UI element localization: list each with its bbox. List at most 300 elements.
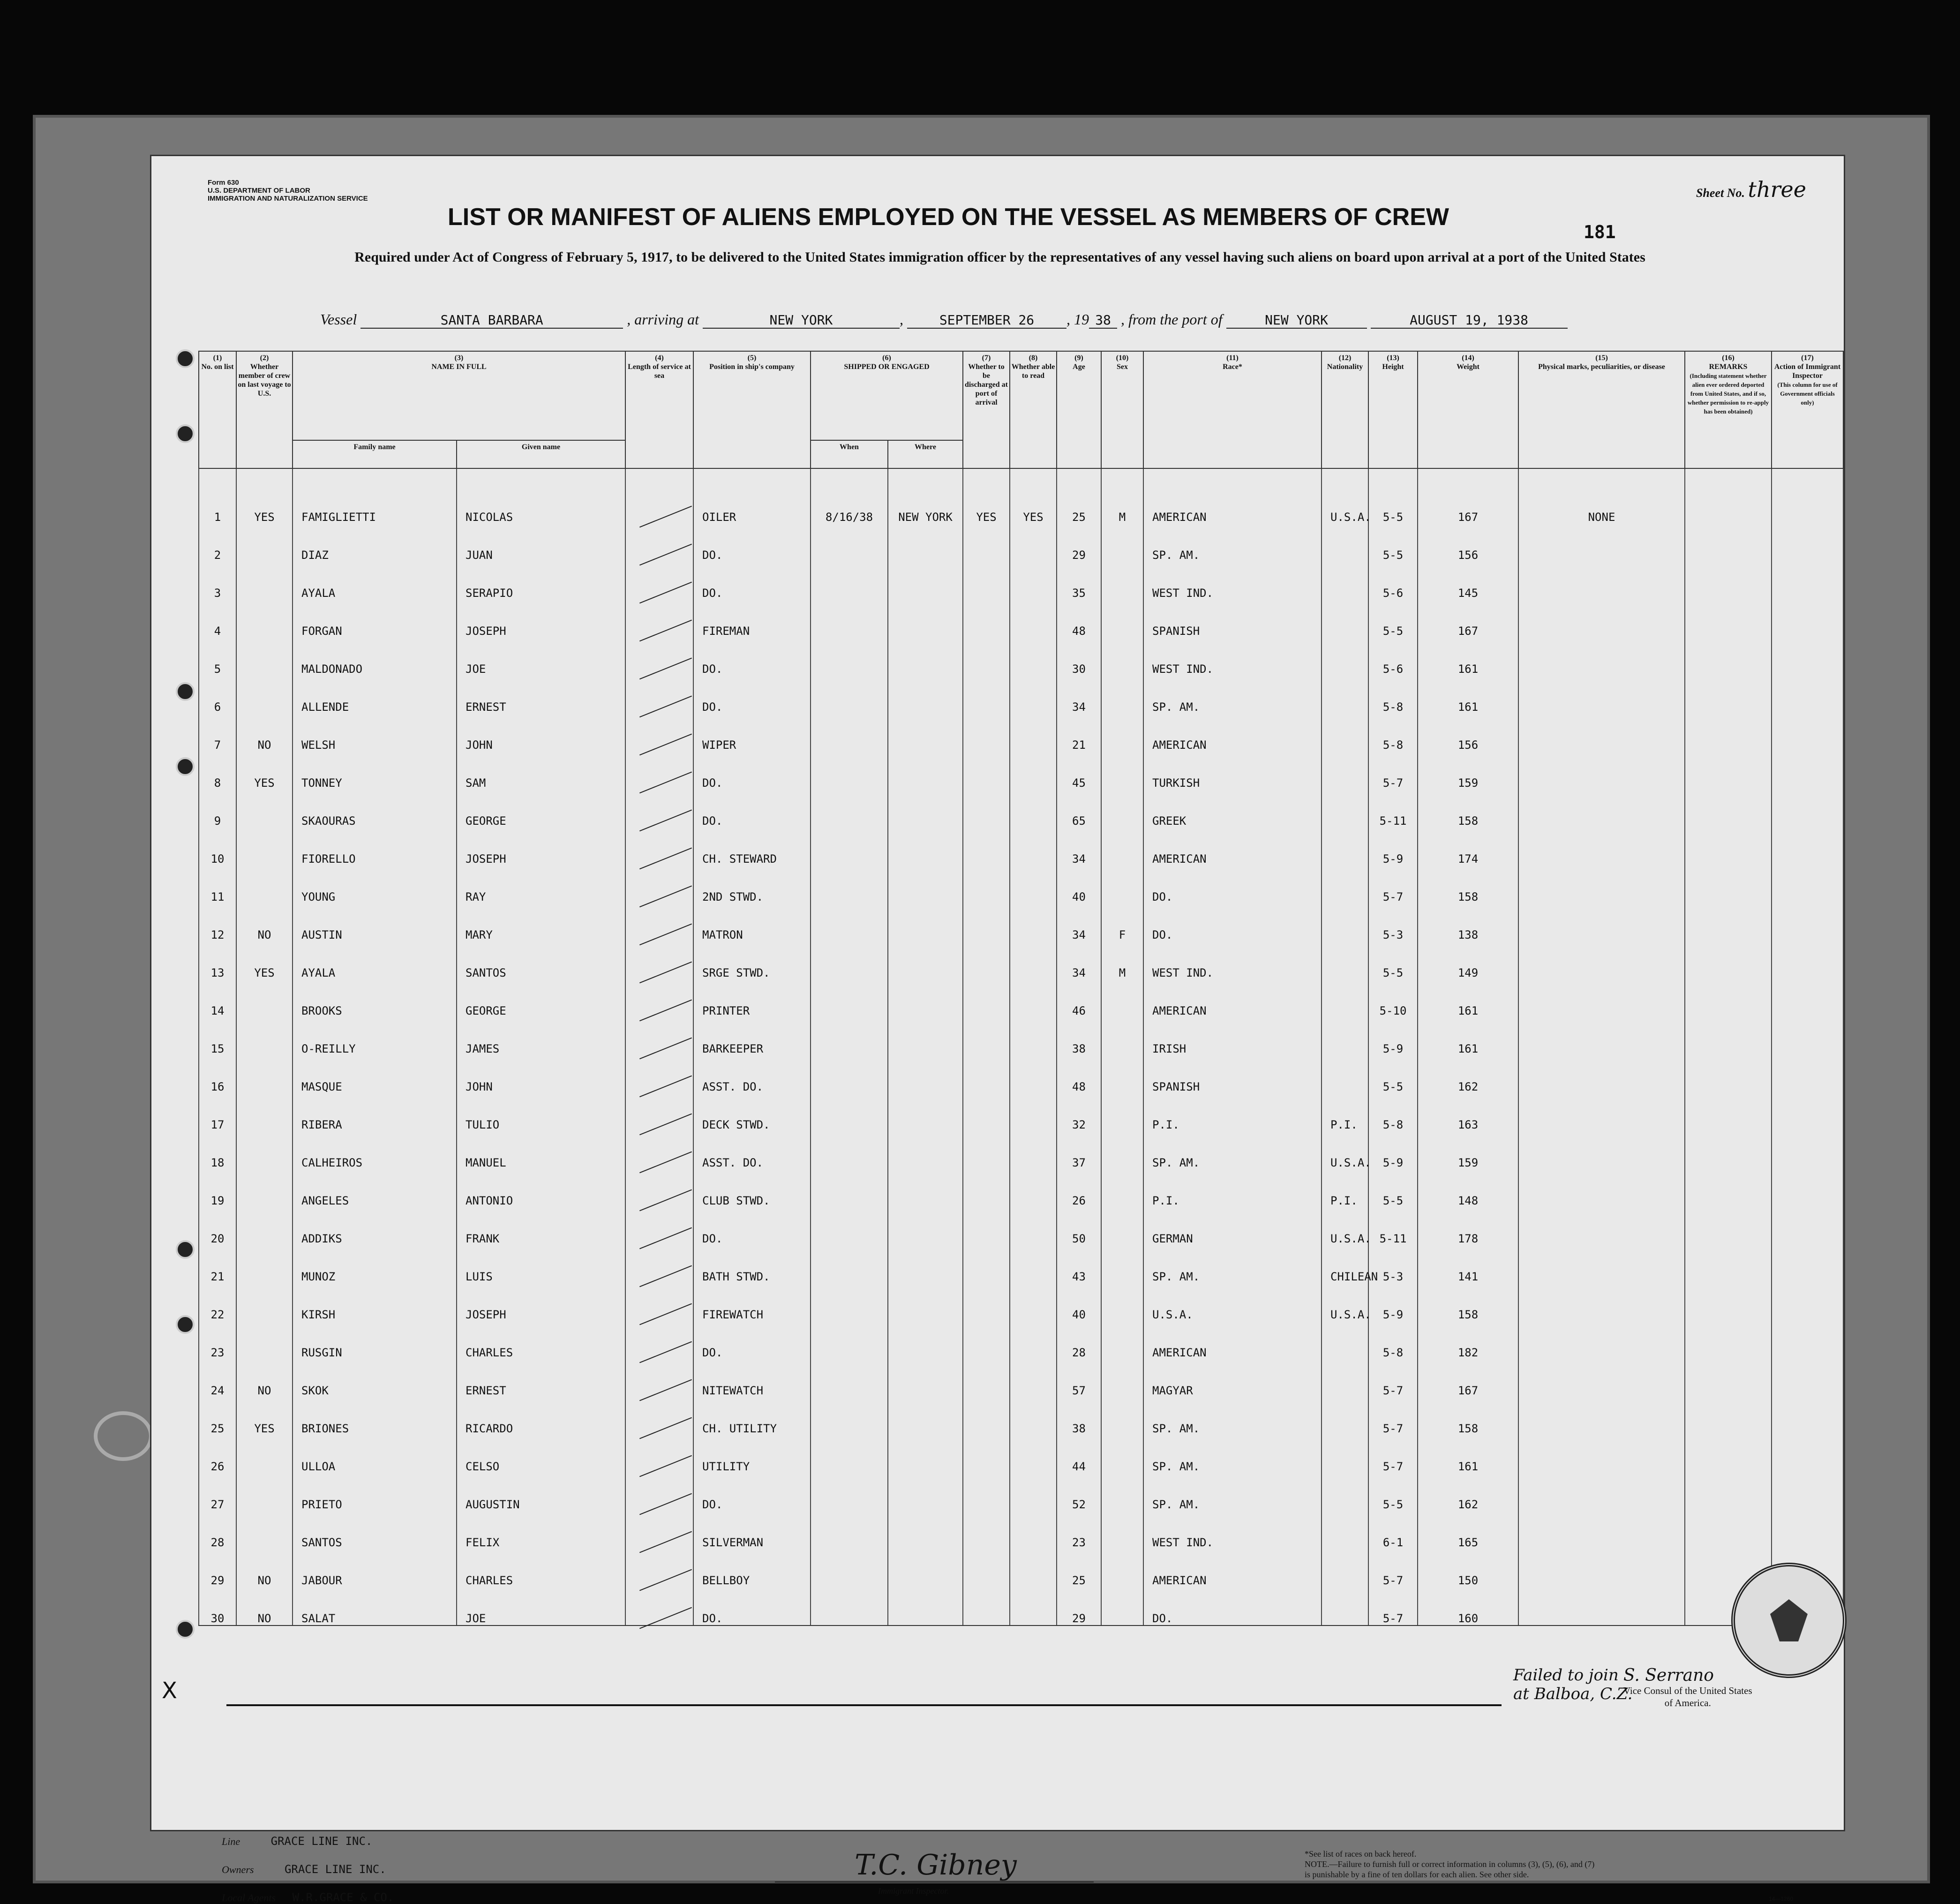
strike-through-line (226, 1704, 1502, 1706)
length-of-service-cell (625, 1435, 693, 1473)
shipped-when-cell: 8/16/38 (811, 468, 888, 524)
length-of-service-cell (625, 1093, 693, 1131)
footer-notes: *See list of races on back hereof. NOTE.—Failure to furnish full or correct information in columns (3), (5), (6), and (7) is punishable by a fine of ten dollars for each alien. See other side. (1305, 1849, 1595, 1879)
requirement-text: Required under Act of Congress of February 5, 1917, to be delivered to the United States immigration officer by the representatives of any vessel having such aliens on board upon arrival at a port of the United States (354, 249, 1645, 265)
discharged-cell (963, 1549, 1010, 1587)
nationality-cell (1322, 828, 1368, 865)
table-row (199, 600, 1843, 638)
race-cell: DO. (1143, 1587, 1322, 1626)
previous-voyage-cell (236, 1473, 293, 1511)
family-name-cell: JABOUR (293, 1549, 457, 1587)
remarks-cell (1685, 979, 1772, 1017)
remarks-cell (1685, 1093, 1772, 1131)
height-cell: 5-11 (1368, 790, 1418, 828)
race-cell: WEST IND. (1143, 1511, 1322, 1549)
age-cell: 44 (1057, 1435, 1101, 1473)
shipped-when-cell (811, 1207, 888, 1245)
vessel-label: Vessel (320, 311, 357, 328)
discharged-cell (963, 1359, 1010, 1397)
given-name-cell: JOHN (457, 1055, 625, 1093)
able-to-read-cell (1010, 1169, 1057, 1207)
sex-cell (1101, 752, 1143, 790)
given-name-cell: CHARLES (457, 1321, 625, 1359)
shipped-where-cell (888, 676, 963, 714)
able-to-read-cell (1010, 676, 1057, 714)
discharged-cell (963, 979, 1010, 1017)
nationality-cell (1322, 676, 1368, 714)
table-row (199, 1169, 1843, 1207)
nationality-cell: U.S.A. (1322, 468, 1368, 524)
row-number-cell: 14 (199, 979, 236, 1017)
voyage-line: Vessel SANTA BARBARA , arriving at NEW YORK , SEPTEMBER 26 , 19 38 , from the port of NEW YORK AUGUST 19, 1938 (320, 311, 1820, 329)
age-cell: 21 (1057, 714, 1101, 752)
given-name-cell: SAM (457, 752, 625, 790)
able-to-read-cell (1010, 638, 1057, 676)
length-of-service-cell (625, 752, 693, 790)
shipped-where-cell (888, 1017, 963, 1055)
inspector-action-cell (1772, 714, 1843, 752)
row-number-cell: 9 (199, 790, 236, 828)
physical-marks-cell (1518, 1131, 1685, 1169)
age-cell: 43 (1057, 1245, 1101, 1283)
length-of-service-cell (625, 1359, 693, 1397)
row-number-cell: 17 (199, 1093, 236, 1131)
height-cell: 5-5 (1368, 1169, 1418, 1207)
given-name-cell: FELIX (457, 1511, 625, 1549)
given-name-cell: MANUEL (457, 1131, 625, 1169)
row-number-cell: 27 (199, 1473, 236, 1511)
position-cell: BARKEEPER (693, 1017, 811, 1055)
discharged-cell (963, 1511, 1010, 1549)
row-number-cell: 10 (199, 828, 236, 865)
length-of-service-cell (625, 903, 693, 941)
col-no-header: (1) No. on list (199, 351, 236, 468)
inspector-action-cell (1772, 468, 1843, 524)
table-row (199, 562, 1843, 600)
previous-voyage-cell: NO (236, 1549, 293, 1587)
given-name-cell: NICOLAS (457, 468, 625, 524)
nationality-cell (1322, 1435, 1368, 1473)
weight-cell: 163 (1418, 1093, 1518, 1131)
shipped-when-cell (811, 1131, 888, 1169)
given-name-cell: JOE (457, 1587, 625, 1626)
physical-marks-cell (1518, 1321, 1685, 1359)
remarks-cell (1685, 1511, 1772, 1549)
position-cell: DO. (693, 638, 811, 676)
line-field: Line GRACE LINE INC. (222, 1835, 373, 1848)
weight-cell: 145 (1418, 562, 1518, 600)
shipped-where-cell: NEW YORK (888, 468, 963, 524)
discharged-cell (963, 903, 1010, 941)
shipped-where-cell (888, 1587, 963, 1626)
able-to-read-cell (1010, 524, 1057, 562)
race-cell: SP. AM. (1143, 524, 1322, 562)
nationality-cell (1322, 1473, 1368, 1511)
previous-voyage-cell (236, 828, 293, 865)
row-number-cell: 8 (199, 752, 236, 790)
previous-voyage-cell (236, 1169, 293, 1207)
inspector-action-cell (1772, 1169, 1843, 1207)
table-row (199, 865, 1843, 903)
remarks-cell (1685, 1131, 1772, 1169)
able-to-read-cell (1010, 1131, 1057, 1169)
row-number-cell: 22 (199, 1283, 236, 1321)
given-name-cell: AUGUSTIN (457, 1473, 625, 1511)
shipped-where-cell (888, 1169, 963, 1207)
length-of-service-cell (625, 1549, 693, 1587)
col-race-header: (11) Race* (1143, 351, 1322, 468)
position-cell: 2ND STWD. (693, 865, 811, 903)
table-row (199, 1473, 1843, 1511)
shipped-when-cell (811, 1245, 888, 1283)
shipped-when-cell (811, 524, 888, 562)
able-to-read-cell (1010, 790, 1057, 828)
crew-table (198, 351, 1844, 1626)
shipped-where-cell (888, 1549, 963, 1587)
age-cell: 65 (1057, 790, 1101, 828)
position-cell: ASST. DO. (693, 1131, 811, 1169)
shipped-when-cell (811, 600, 888, 638)
weight-cell: 138 (1418, 903, 1518, 941)
inspector-action-cell (1772, 524, 1843, 562)
able-to-read-cell (1010, 1549, 1057, 1587)
physical-marks-cell (1518, 1093, 1685, 1131)
age-cell: 38 (1057, 1017, 1101, 1055)
discharged-cell (963, 790, 1010, 828)
height-cell: 5-5 (1368, 524, 1418, 562)
nationality-cell (1322, 790, 1368, 828)
age-cell: 23 (1057, 1511, 1101, 1549)
nationality-cell (1322, 1511, 1368, 1549)
row-number-cell: 1 (199, 468, 236, 524)
able-to-read-cell (1010, 1283, 1057, 1321)
shipped-where-cell (888, 1245, 963, 1283)
x-mark: X (162, 1678, 177, 1704)
remarks-cell (1685, 941, 1772, 979)
physical-marks-cell (1518, 828, 1685, 865)
table-row (199, 1245, 1843, 1283)
inspector-action-cell (1772, 1017, 1843, 1055)
shipped-where-cell (888, 1207, 963, 1245)
physical-marks-cell (1518, 1207, 1685, 1245)
remarks-cell (1685, 1055, 1772, 1093)
discharged-cell (963, 1321, 1010, 1359)
race-cell: WEST IND. (1143, 941, 1322, 979)
length-of-service-cell (625, 790, 693, 828)
inspector-action-cell (1772, 1435, 1843, 1473)
given-name-cell: RICARDO (457, 1397, 625, 1435)
remarks-cell (1685, 638, 1772, 676)
table-row (199, 1587, 1843, 1626)
shipped-where-cell (888, 1359, 963, 1397)
previous-voyage-cell (236, 865, 293, 903)
consul-signature: S. Serrano (1623, 1666, 1714, 1685)
weight-cell: 161 (1418, 638, 1518, 676)
consul-title: Vice Consul of the United States of America. (1623, 1685, 1752, 1708)
length-of-service-cell (625, 676, 693, 714)
sex-cell (1101, 676, 1143, 714)
shipped-where-cell (888, 600, 963, 638)
weight-cell: 161 (1418, 676, 1518, 714)
shipped-when-cell (811, 865, 888, 903)
able-to-read-cell (1010, 562, 1057, 600)
nationality-cell (1322, 865, 1368, 903)
table-row (199, 1321, 1843, 1359)
age-cell: 34 (1057, 903, 1101, 941)
shipped-where-cell (888, 1473, 963, 1511)
height-cell: 5-8 (1368, 1321, 1418, 1359)
race-cell: IRISH (1143, 1017, 1322, 1055)
age-cell: 37 (1057, 1131, 1101, 1169)
sex-cell (1101, 1055, 1143, 1093)
family-name-cell: CALHEIROS (293, 1131, 457, 1169)
agents-field: Local Agents W.R.GRACE & CO. (222, 1891, 394, 1904)
nationality-cell (1322, 941, 1368, 979)
family-name-cell: WELSH (293, 714, 457, 752)
age-cell: 45 (1057, 752, 1101, 790)
length-of-service-cell (625, 1131, 693, 1169)
shipped-when-cell (811, 903, 888, 941)
shipped-when-cell (811, 941, 888, 979)
race-cell: WEST IND. (1143, 562, 1322, 600)
length-of-service-cell (625, 714, 693, 752)
given-name-cell: JAMES (457, 1017, 625, 1055)
shipped-where-cell (888, 524, 963, 562)
nationality-cell (1322, 638, 1368, 676)
able-to-read-cell (1010, 903, 1057, 941)
physical-marks-cell (1518, 1587, 1685, 1626)
given-name-cell: TULIO (457, 1093, 625, 1131)
col-action-header: (17) Action of Immigrant Inspector (This column for use of Government officials only) (1772, 351, 1843, 468)
signature-line (775, 1881, 1094, 1882)
row-number-cell: 18 (199, 1131, 236, 1169)
inspector-label: Immigrant Inspector. (878, 1886, 949, 1896)
nationality-cell: U.S.A. (1322, 1283, 1368, 1321)
family-name-cell: FIORELLO (293, 828, 457, 865)
physical-marks-cell (1518, 1549, 1685, 1587)
binder-hole (176, 424, 195, 443)
weight-cell: 182 (1418, 1321, 1518, 1359)
race-cell: AMERICAN (1143, 979, 1322, 1017)
form-number: Form 630 (208, 179, 239, 187)
shipped-when-cell (811, 562, 888, 600)
given-name-cell: CELSO (457, 1435, 625, 1473)
row-number-cell: 6 (199, 676, 236, 714)
position-cell: DO. (693, 1321, 811, 1359)
given-name-cell: JOSEPH (457, 828, 625, 865)
weight-cell: 159 (1418, 752, 1518, 790)
length-of-service-cell (625, 1587, 693, 1626)
height-cell: 5-9 (1368, 1283, 1418, 1321)
length-of-service-cell (625, 468, 693, 524)
age-cell: 30 (1057, 638, 1101, 676)
nationality-cell (1322, 1549, 1368, 1587)
height-cell: 5-7 (1368, 865, 1418, 903)
service-name: IMMIGRATION AND NATURALIZATION SERVICE (208, 195, 368, 203)
consulate-seal (1731, 1563, 1847, 1678)
table-row (199, 1093, 1843, 1131)
manifest-sheet (150, 155, 1845, 1904)
position-cell: DO. (693, 562, 811, 600)
shipped-where-cell (888, 1055, 963, 1093)
shipped-where-cell (888, 714, 963, 752)
given-name-cell: RAY (457, 865, 625, 903)
family-name-cell: SKAOURAS (293, 790, 457, 828)
able-to-read-cell (1010, 600, 1057, 638)
row-number-cell: 20 (199, 1207, 236, 1245)
inspector-action-cell (1772, 752, 1843, 790)
length-of-service-cell (625, 1511, 693, 1549)
previous-voyage-cell (236, 600, 293, 638)
table-row (199, 1435, 1843, 1473)
age-cell: 29 (1057, 1587, 1101, 1626)
position-cell: ASST. DO. (693, 1055, 811, 1093)
height-cell: 5-9 (1368, 1131, 1418, 1169)
previous-voyage-cell (236, 1207, 293, 1245)
able-to-read-cell (1010, 979, 1057, 1017)
previous-voyage-cell (236, 1245, 293, 1283)
shipped-when-cell (811, 1321, 888, 1359)
height-cell: 5-5 (1368, 1055, 1418, 1093)
col-remarks-header: (16) REMARKS (Including statement whether alien ever ordered deported from United States, and if so, whether permission to re-apply has been obtained) (1685, 351, 1772, 468)
weight-cell: 160 (1418, 1587, 1518, 1626)
remarks-cell (1685, 714, 1772, 752)
inspector-action-cell (1772, 600, 1843, 638)
table-row (199, 524, 1843, 562)
nationality-cell (1322, 1587, 1368, 1626)
length-of-service-cell (625, 524, 693, 562)
shipped-when-cell (811, 1055, 888, 1093)
nationality-cell (1322, 562, 1368, 600)
remarks-cell (1685, 562, 1772, 600)
col-weight-header: (14) Weight (1418, 351, 1518, 468)
position-cell: WIPER (693, 714, 811, 752)
race-cell: AMERICAN (1143, 828, 1322, 865)
physical-marks-cell (1518, 941, 1685, 979)
shipped-when-cell (811, 1511, 888, 1549)
physical-marks-cell (1518, 638, 1685, 676)
height-cell: 5-7 (1368, 1435, 1418, 1473)
remarks-cell (1685, 1169, 1772, 1207)
weight-cell: 150 (1418, 1549, 1518, 1587)
remarks-cell (1685, 903, 1772, 941)
col-where-header: Where (888, 440, 963, 468)
shipped-when-cell (811, 1169, 888, 1207)
sex-cell (1101, 562, 1143, 600)
able-to-read-cell: YES (1010, 468, 1057, 524)
sex-cell (1101, 1093, 1143, 1131)
length-of-service-cell (625, 1207, 693, 1245)
sex-cell (1101, 1587, 1143, 1626)
position-cell: DO. (693, 1473, 811, 1511)
discharged-cell (963, 1093, 1010, 1131)
discharged-cell (963, 714, 1010, 752)
shipped-where-cell (888, 562, 963, 600)
inspector-action-cell (1772, 979, 1843, 1017)
length-of-service-cell (625, 1397, 693, 1435)
remarks-cell (1685, 1473, 1772, 1511)
height-cell: 5-8 (1368, 676, 1418, 714)
year-prefix: , 19 (1066, 311, 1089, 328)
weight-cell: 167 (1418, 1359, 1518, 1397)
previous-voyage-cell (236, 1321, 293, 1359)
inspector-signature: T.C. Gibney (855, 1849, 1017, 1881)
previous-voyage-cell (236, 676, 293, 714)
remarks-cell (1685, 752, 1772, 790)
family-name-cell: ADDIKS (293, 1207, 457, 1245)
previous-voyage-cell (236, 1511, 293, 1549)
shipped-where-cell (888, 941, 963, 979)
remarks-cell (1685, 1207, 1772, 1245)
table-row (199, 1511, 1843, 1549)
age-cell: 34 (1057, 941, 1101, 979)
slash-mark (639, 1607, 692, 1629)
shipped-where-cell (888, 1397, 963, 1435)
able-to-read-cell (1010, 1207, 1057, 1245)
able-to-read-cell (1010, 1397, 1057, 1435)
row-number-cell: 5 (199, 638, 236, 676)
shipped-when-cell (811, 638, 888, 676)
height-cell: 5-8 (1368, 1093, 1418, 1131)
age-cell: 57 (1057, 1359, 1101, 1397)
weight-cell: 156 (1418, 524, 1518, 562)
position-cell: DO. (693, 524, 811, 562)
shipped-where-cell (888, 903, 963, 941)
previous-voyage-cell (236, 790, 293, 828)
family-name-cell: AUSTIN (293, 903, 457, 941)
nationality-cell (1322, 903, 1368, 941)
col-height-header: (13) Height (1368, 351, 1418, 468)
inspector-action-cell (1772, 903, 1843, 941)
nationality-cell (1322, 1321, 1368, 1359)
sex-cell: M (1101, 468, 1143, 524)
shipped-where-cell (888, 1511, 963, 1549)
length-of-service-cell (625, 828, 693, 865)
shipped-where-cell (888, 1283, 963, 1321)
binder-hole (176, 349, 195, 368)
weight-cell: 158 (1418, 1397, 1518, 1435)
discharged-cell (963, 638, 1010, 676)
row-number-cell: 12 (199, 903, 236, 941)
previous-voyage-cell (236, 1131, 293, 1169)
height-cell: 5-7 (1368, 1397, 1418, 1435)
position-cell: OILER (693, 468, 811, 524)
race-cell: DO. (1143, 865, 1322, 903)
discharged-cell (963, 600, 1010, 638)
inspector-action-cell (1772, 562, 1843, 600)
arriving-label: , arriving at (627, 311, 699, 328)
family-name-cell: AYALA (293, 562, 457, 600)
shipped-where-cell (888, 752, 963, 790)
position-cell: UTILITY (693, 1435, 811, 1473)
family-name-cell: MASQUE (293, 1055, 457, 1093)
position-cell: PRINTER (693, 979, 811, 1017)
shipped-when-cell (811, 979, 888, 1017)
previous-voyage-cell: NO (236, 903, 293, 941)
able-to-read-cell (1010, 1321, 1057, 1359)
remarks-cell (1685, 790, 1772, 828)
height-cell: 5-3 (1368, 903, 1418, 941)
sheet-number-label: Sheet No. (1696, 186, 1745, 200)
binder-hole (176, 1620, 195, 1639)
height-cell: 5-3 (1368, 1245, 1418, 1283)
table-body (199, 468, 1843, 1626)
col-marks-header: (15) Physical marks, peculiarities, or disease (1518, 351, 1685, 468)
family-name-cell: SANTOS (293, 1511, 457, 1549)
row-number-cell: 3 (199, 562, 236, 600)
table-row (199, 828, 1843, 865)
height-cell: 5-6 (1368, 638, 1418, 676)
